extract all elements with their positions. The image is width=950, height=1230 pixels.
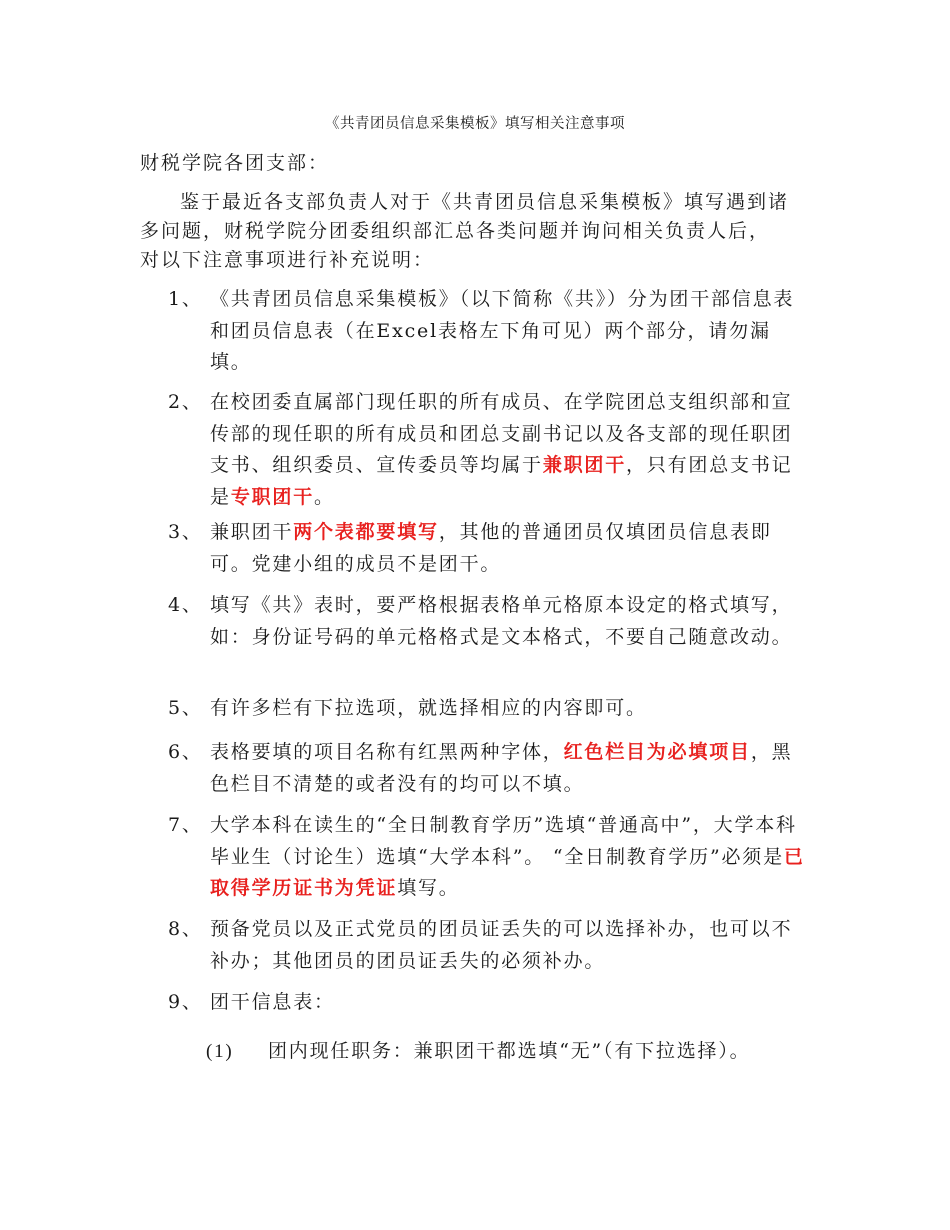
document-title: 《共青团员信息采集模板》填写相关注意事项 [325,116,625,132]
text-run: 填写。 [397,877,460,899]
text-run: 大学本科在读生的“全日制教育学历”选填“普通高中”，大学本科毕业生（讨论生）选填“大学本科”。 “全日制教育学历”必须是 [210,814,797,868]
list-item-number: 2、 [168,391,203,413]
highlighted-text: 专职团干 [230,485,315,508]
list-item-text [210,987,810,1019]
list-item-text [210,914,810,977]
list-item-number: 5、 [168,697,203,719]
list-item-number: 8、 [168,918,203,940]
text-run: ，只有团总支书记是 [210,454,793,508]
text-run: 在校团委直属部门现任职的所有成员、在学院团总支组织部和宣传部的现任职的所有成员和团总支副书记以及各支部的现任职团支书、组织委员、宣传委员等均属于 [210,391,793,476]
sub-list-item-number: (1) [206,1041,234,1062]
sub-list-item [206,1036,750,1063]
highlighted-text: 红色栏目为必填项目 [563,741,751,763]
list-item-text [210,693,810,725]
text-run: 团干信息表： [210,991,335,1013]
text-run: ，黑色栏目不清楚的或者没有的均可以不填。 [210,741,793,795]
salutation: 财税学院各团支部： [140,152,330,174]
list-item-number: 7、 [168,814,203,836]
list-item-number: 4、 [168,594,203,616]
text-run: 兼职团干 [210,521,294,543]
list-item-number: 6、 [168,741,203,763]
intro-paragraph: 鉴于最近各支部负责人对于《共青团员信息采集模板》填写遇到诸多问题，财税学院分团委组织部汇总各类问题并询问相关负责人后，对以下注意事项进行补充说明： [140,191,790,271]
list-item-text [210,517,810,580]
text-run: 有许多栏有下拉选项，就选择相应的内容即可。 [210,697,647,719]
highlighted-text: 兼职团干 [542,454,627,476]
highlighted-text: 两个表都要填写 [293,521,439,543]
text-run: 预备党员以及正式党员的团员证丢失的可以选择补办，也可以不补办；其他团员的团员证丢失的必须补办。 [210,918,793,972]
text-run: 《共青团员信息采集模板》（以下简称《共》）分为团干部信息表和团员信息表（在Excel表格左下角可见）两个部分，请勿漏填。 [210,288,795,373]
list-item-number: 3、 [168,521,203,543]
list-item-text [210,284,810,379]
text-run: ，其他的普通团员仅填团员信息表即可。党建小组的成员不是团干。 [210,521,772,575]
sub-list-item-text: 团内现任职务：兼职团干都选填“无”（有下拉选择）。 [268,1040,751,1062]
text-run: 表格要填的项目名称有红黑两种字体， [210,741,564,763]
list-item-text [210,810,810,905]
list-item-text [210,737,810,800]
text-run: 。 [314,485,335,508]
list-item-number: 9、 [168,991,203,1013]
list-item-number: 1、 [168,288,203,310]
list-item-text [210,387,810,513]
highlighted-text: 已取得学历证书为凭证 [210,845,805,899]
text-run: 填写《共》表时，要严格根据表格单元格原本设定的格式填写，如：身份证号码的单元格格式是文本格式，不要自己随意改动。 [210,594,793,648]
list-item-text [210,590,810,653]
